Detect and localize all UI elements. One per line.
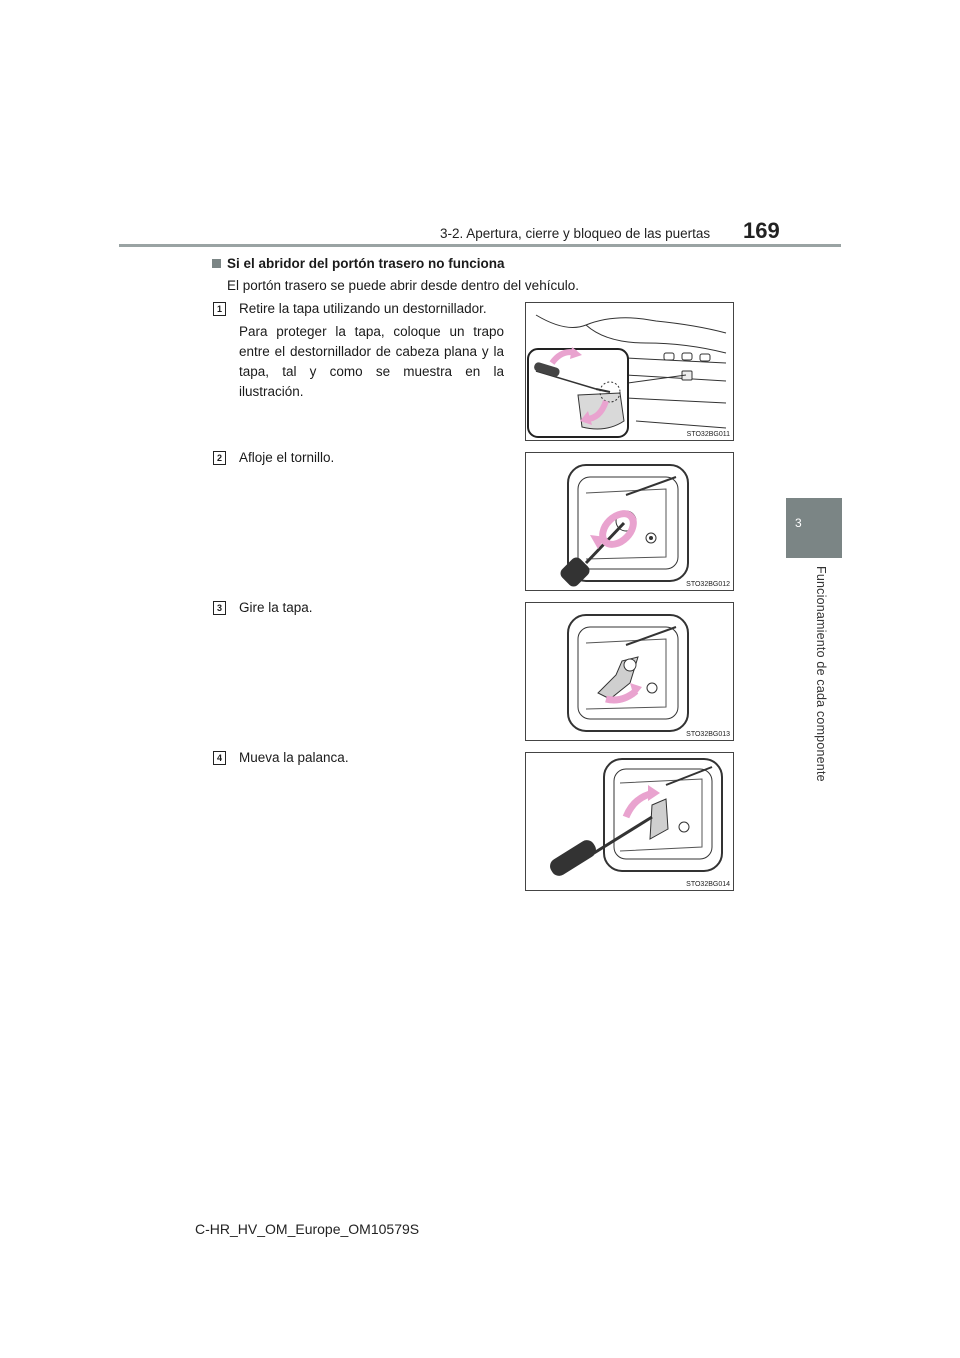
page-number: 169 <box>743 218 780 243</box>
intro-text: El portón trasero se puede abrir desde dentro del vehículo. <box>227 278 579 293</box>
step-number-1: 1 <box>213 302 226 316</box>
step-3-text: Gire la tapa. <box>239 600 313 615</box>
loosen-screw-illustration <box>526 453 733 590</box>
chapter-side-text: Funcionamiento de cada componente <box>814 566 828 782</box>
chapter-number: 3 <box>795 516 802 530</box>
running-header-title: 3-2. Apertura, cierre y bloqueo de las puertas <box>440 226 711 241</box>
step-1-note: Para proteger la tapa, coloque un trapo entre el destornillador de cabeza plana y la tapa, tal y como se muestra en la ilustración. <box>239 324 504 399</box>
step-number-3: 3 <box>213 601 226 615</box>
step-4-text: Mueva la palanca. <box>239 750 349 765</box>
figure-code-3: STO32BG013 <box>686 731 730 738</box>
step-number-2: 2 <box>213 451 226 465</box>
turn-cover-illustration <box>526 603 733 740</box>
figure-code-4: STO32BG014 <box>686 881 730 888</box>
square-bullet-icon <box>212 259 221 268</box>
step-1-text: Retire la tapa utilizando un destornillador. <box>239 301 487 316</box>
figure-step-2 <box>525 452 734 591</box>
tailgate-cover-illustration <box>526 303 733 440</box>
step-2-text: Afloje el tornillo. <box>239 450 335 465</box>
figure-code-2: STO32BG012 <box>686 581 730 588</box>
figure-code-1: STO32BG011 <box>686 431 730 438</box>
section-heading-text: Si el abridor del portón trasero no funciona <box>227 256 505 271</box>
figure-step-3 <box>525 602 734 741</box>
chapter-side-label <box>814 566 836 796</box>
figure-step-1 <box>525 302 734 441</box>
header-rule <box>119 244 841 247</box>
figure-step-4 <box>525 752 734 891</box>
footer-document-code: C-HR_HV_OM_Europe_OM10579S <box>195 1221 420 1237</box>
section-heading <box>212 256 505 271</box>
move-lever-illustration <box>526 753 733 890</box>
step-number-4: 4 <box>213 751 226 765</box>
